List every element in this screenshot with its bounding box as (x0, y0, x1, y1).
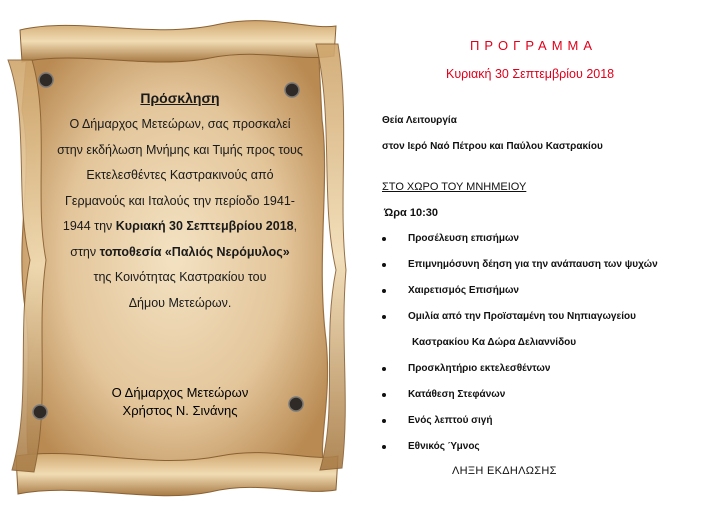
line-text: , (293, 219, 298, 233)
program-date: Κυριακή 30 Σεπτεμβρίου 2018 (446, 67, 615, 81)
invitation-line-date (40, 214, 320, 240)
line-text: 1944 την (62, 219, 116, 233)
list-item-text: Ομιλία από την Προϊσταμένη του Νηπιαγωγείου (408, 311, 636, 322)
bullet-icon (382, 237, 386, 241)
bullet-icon (382, 263, 386, 267)
invitation-line: Ο Δήμαρχος Μετεώρων, σας προσκαλεί (69, 117, 291, 131)
list-item-text: Καστρακίου Κα Δώρα Δελιαννίδου (412, 337, 577, 348)
list-item-text: Κατάθεση Στεφάνων (408, 389, 506, 400)
invitation-title: Πρόσκληση (140, 90, 220, 106)
list-item-text: Χαιρετισμός Επισήμων (408, 285, 519, 296)
list-item-text: Εθνικός Ύμνος (408, 441, 480, 452)
list-item-text: Προσέλευση επισήμων (408, 233, 519, 244)
list-item-text: Ενός λεπτού σιγή (408, 415, 493, 426)
bullet-icon (382, 315, 386, 319)
event-location: τοποθεσία «Παλιός Νερόμυλος» (99, 244, 290, 259)
signature-role: Ο Δήμαρχος Μετεώρων (111, 385, 249, 400)
signature-block (40, 384, 320, 420)
bullet-icon (382, 367, 386, 371)
program-title: ΠΡΟΓΡΑΜΜΑ (470, 38, 598, 53)
invitation-text (40, 90, 320, 316)
invitation-line-location (40, 240, 320, 266)
event-end-label: ΛΗΞΗ ΕΚΔΗΛΩΣΗΣ (452, 465, 557, 477)
event-date: Κυριακή 30 Σεπτεμβρίου 2018 (115, 219, 294, 233)
invitation-line: στην εκδήλωση Μνήμης και Τιμής προς τους (57, 142, 303, 157)
time-label: Ώρα 10:30 (384, 207, 438, 219)
invitation-line: της Κοινότητας Καστρακίου του (93, 270, 267, 284)
liturgy-label: Θεία Λειτουργία (382, 115, 457, 126)
signature-name: Χρήστος Ν. Σινάνης (122, 403, 238, 418)
bullet-icon (382, 445, 386, 449)
invitation-line: Εκτελεσθέντες Καστρακινούς από (86, 168, 274, 182)
church-label: στον Ιερό Ναό Πέτρου και Παύλου Καστρακίου (382, 141, 603, 152)
bullet-icon (382, 393, 386, 397)
invitation-line: Δήμου Μετεώρων. (128, 295, 232, 310)
line-text: στην (70, 244, 100, 259)
bullet-icon (382, 289, 386, 293)
list-item-text: Επιμνημόσυνη δέηση για την ανάπαυση των ψυχών (408, 259, 658, 270)
bullet-icon (382, 419, 386, 423)
memorial-heading: ΣΤΟ ΧΩΡΟ ΤΟΥ ΜΝΗΜΕΙΟΥ (382, 181, 527, 193)
list-item-text: Προσκλητήριο εκτελεσθέντων (408, 363, 551, 374)
invitation-line: Γερμανούς και Ιταλούς την περίοδο 1941- (65, 193, 295, 208)
parchment-scroll (0, 0, 350, 505)
